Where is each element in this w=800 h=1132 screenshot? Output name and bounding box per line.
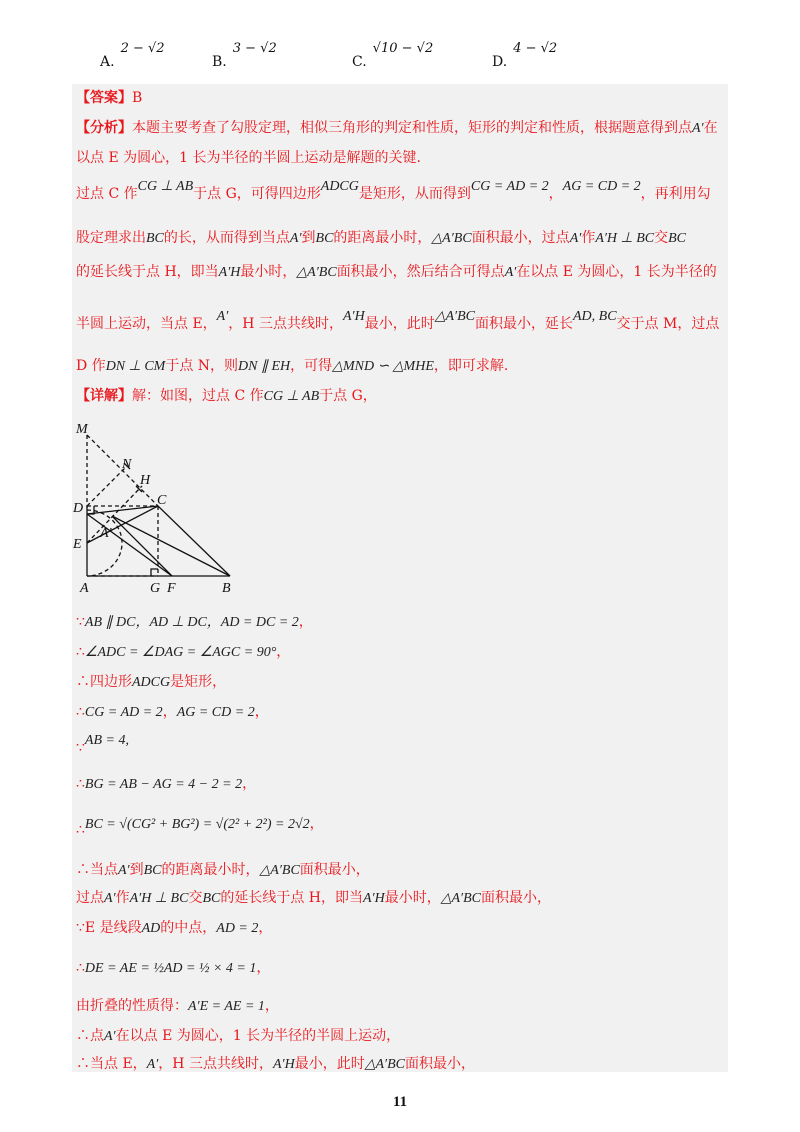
label-b: B [222, 581, 231, 596]
step-11: ∴DE = AE = ½AD = ½ × 4 = 1， [76, 960, 271, 976]
step-3: ∴四边形ADCG是矩形， [76, 674, 227, 690]
detail-intro: 【详解】解：如图，过点 C 作CG ⊥ AB于点 G， [76, 388, 377, 404]
step-7: ∴BC = √(CG² + BG²) = √(2² + 2²) = 2√2， [76, 816, 324, 838]
analysis-line-4: 股定理求出BC的长，从而得到当点A′到BC的距离最小时，△A′BC面积最小，过点A′作A′H ⊥ BC交BC [76, 230, 687, 246]
label-d: D [73, 501, 84, 516]
label-h: H [140, 473, 151, 488]
choice-a[interactable]: A.2 − √2 [100, 41, 165, 70]
step-8: ∴当点A′到BC的距离最小时，△A′BC面积最小， [76, 862, 370, 878]
analysis-line-7: D 作DN ⊥ CM于点 N，则DN ∥ EH，可得△MND ∽ △MHE，即可求解. [76, 358, 509, 374]
label-m: M [76, 422, 88, 437]
label-n: N [122, 457, 132, 472]
label-a: A [80, 581, 89, 596]
step-1: ∵AB ∥ DC，AD ⊥ DC，AD = DC = 2， [76, 614, 313, 630]
line-dc-solid [87, 506, 158, 514]
label-g: G [150, 581, 161, 596]
label-a-prime: A′ [100, 526, 112, 541]
step-12: 由折叠的性质得：A′E = AE = 1， [76, 998, 279, 1014]
choice-b[interactable]: B.3 − √2 [212, 41, 277, 70]
line-dn [87, 466, 127, 506]
analysis-line-6: 半圆上运动，当点 E，A′，H 三点共线时，A′H最小，此时△A′BC面积最小，延长AD, BC交于点 M，过点 [76, 309, 720, 332]
line-a1b [112, 516, 230, 576]
line-df [87, 514, 172, 576]
analysis-line-2: 以点 E 为圆心，1 长为半径的半圆上运动是解题的关键. [76, 150, 421, 166]
label-e: E [73, 537, 82, 552]
choice-d[interactable]: D.4 − √2 [492, 41, 558, 70]
step-4: ∴CG = AD = 2，AG = CD = 2， [76, 704, 269, 720]
geometry-figure [72, 418, 252, 598]
line-a1f [112, 516, 172, 576]
step-5: ∵AB = 4, [76, 733, 129, 756]
analysis-line-5: 的延长线于点 H，即当A′H最小时，△A′BC面积最小，然后结合可得点A′在以点 E 为圆心，1 长为半径的 [76, 264, 717, 280]
label-f: F [167, 581, 176, 596]
step-10: ∵E 是线段AD的中点，AD = 2， [76, 920, 273, 936]
answer-choices [100, 40, 720, 70]
line-cb [158, 506, 230, 576]
choice-c[interactable]: C.√10 − √2 [352, 41, 434, 70]
right-angle-g [151, 569, 158, 576]
step-9: 过点A′作A′H ⊥ BC交BC的延长线于点 H，即当A′H最小时，△A′BC面积最小， [76, 890, 552, 906]
answer-line: 【答案】B [76, 90, 143, 106]
page-number: 11 [392, 1094, 408, 1110]
step-13: ∴点A′在以点 E 为圆心，1 长为半径的半圆上运动， [76, 1028, 401, 1044]
analysis-line-1: 【分析】本题主要考查了勾股定理，相似三角形的判定和性质，矩形的判定和性质，根据题意得到点A′在 [76, 120, 718, 136]
analysis-line-3: 过点 C 作CG ⊥ AB于点 G，可得四边形ADCG是矩形，从而得到CG = AD = 2，AG = CD = 2，再利用勾 [76, 179, 711, 202]
step-14: ∴当点 E，A′，H 三点共线时，A′H最小，此时△A′BC面积最小， [76, 1056, 475, 1072]
step-2: ∴∠ADC = ∠DAG = ∠AGC = 90°， [76, 644, 291, 660]
step-6: ∴BG = AB − AG = 4 − 2 = 2， [76, 776, 257, 792]
label-c: C [157, 493, 167, 508]
